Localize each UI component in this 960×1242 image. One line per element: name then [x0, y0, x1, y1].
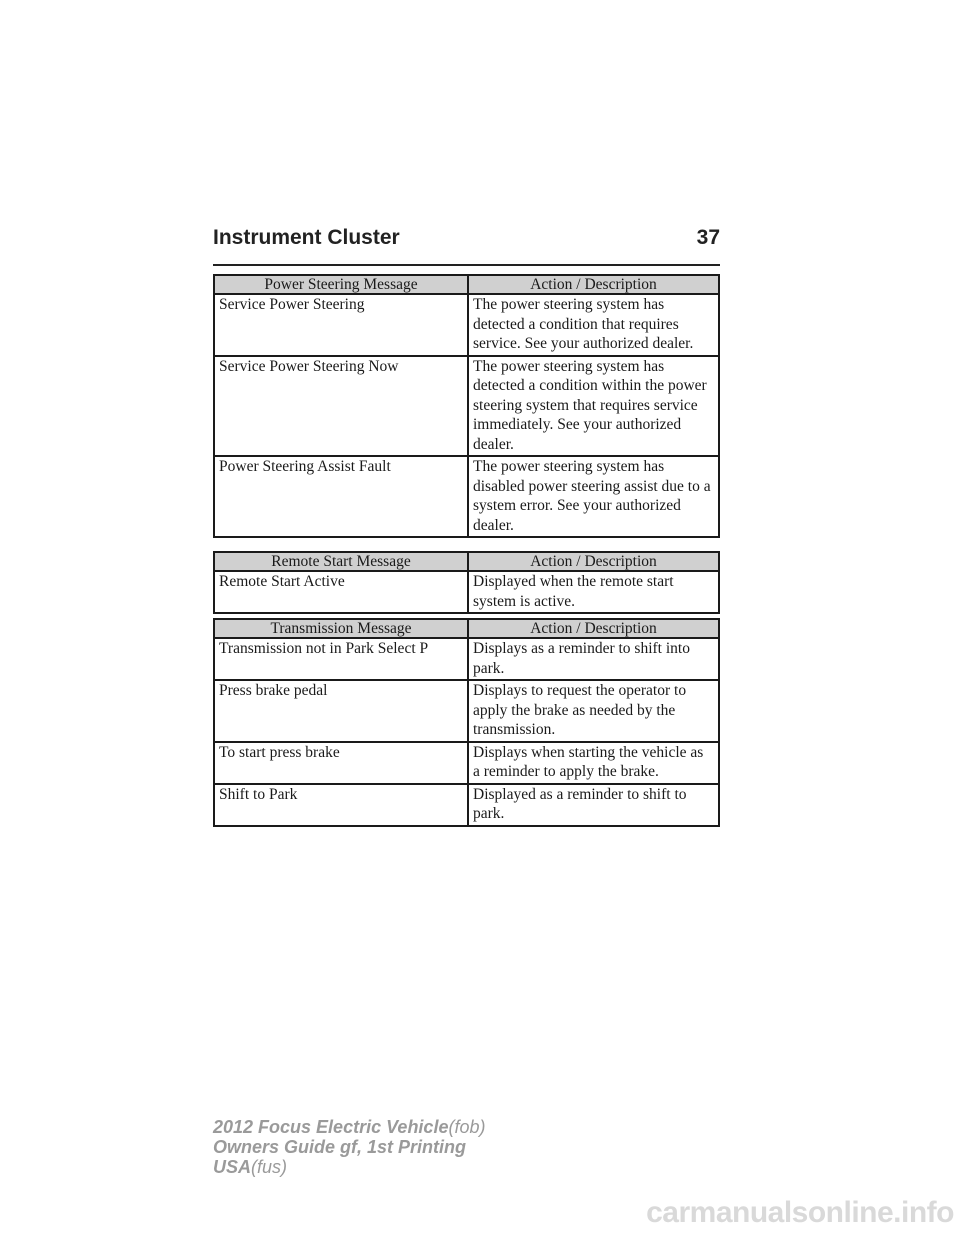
description-cell: Displays to request the operator to apply the brake as needed by the transmission.	[468, 680, 719, 742]
message-cell: Power Steering Assist Fault	[214, 456, 468, 537]
print-footer	[213, 1117, 485, 1177]
table-row	[214, 456, 719, 537]
message-cell: Press brake pedal	[214, 680, 468, 742]
column-header: Transmission Message	[214, 619, 468, 638]
table-header-row	[214, 552, 719, 571]
description-cell: Displayed as a reminder to shift to park.	[468, 784, 719, 826]
page-header	[213, 226, 720, 250]
table-row	[214, 356, 719, 457]
transmission-message-table	[213, 618, 720, 827]
table-row	[214, 638, 719, 680]
footer-market: USA	[213, 1157, 252, 1177]
description-cell: Displays when starting the vehicle as a reminder to apply the brake.	[468, 742, 719, 784]
footer-line	[213, 1137, 485, 1157]
description-cell: The power steering system has disabled power steering assist due to a system error. See your authorized dealer.	[468, 456, 719, 537]
footer-line	[213, 1157, 485, 1177]
column-header: Action / Description	[468, 619, 719, 638]
message-cell: Shift to Park	[214, 784, 468, 826]
table-row	[214, 680, 719, 742]
footer-model: 2012 Focus Electric Vehicle	[213, 1117, 449, 1137]
message-cell: To start press brake	[214, 742, 468, 784]
message-cell: Remote Start Active	[214, 571, 468, 613]
description-cell: Displayed when the remote start system is active.	[468, 571, 719, 613]
column-header: Action / Description	[468, 552, 719, 571]
table-header-row	[214, 619, 719, 638]
header-divider	[213, 264, 720, 266]
column-header: Action / Description	[468, 275, 719, 294]
footer-line	[213, 1117, 485, 1137]
page-number: 37	[696, 226, 720, 249]
table-row	[214, 571, 719, 613]
power-steering-message-table	[213, 274, 720, 538]
description-cell: The power steering system has detected a condition that requires service. See your authorized dealer.	[468, 294, 719, 356]
footer-market-code: (fus)	[251, 1157, 288, 1177]
footer-model-code: (fob)	[448, 1117, 486, 1137]
table-row	[214, 294, 719, 356]
table-row	[214, 784, 719, 826]
message-cell: Service Power Steering	[214, 294, 468, 356]
table-row	[214, 742, 719, 784]
description-cell: Displays as a reminder to shift into park.	[468, 638, 719, 680]
watermark-text: carmanualsonline.info	[646, 1196, 954, 1229]
footer-edition: Owners Guide gf, 1st Printing	[213, 1137, 467, 1157]
column-header: Remote Start Message	[214, 552, 468, 571]
section-title: Instrument Cluster	[213, 226, 400, 249]
column-header: Power Steering Message	[214, 275, 468, 294]
table-header-row	[214, 275, 719, 294]
remote-start-message-table	[213, 551, 720, 614]
message-cell: Transmission not in Park Select P	[214, 638, 468, 680]
message-cell: Service Power Steering Now	[214, 356, 468, 457]
description-cell: The power steering system has detected a condition within the power steering system that requires service immediately. See your authorized dealer.	[468, 356, 719, 457]
